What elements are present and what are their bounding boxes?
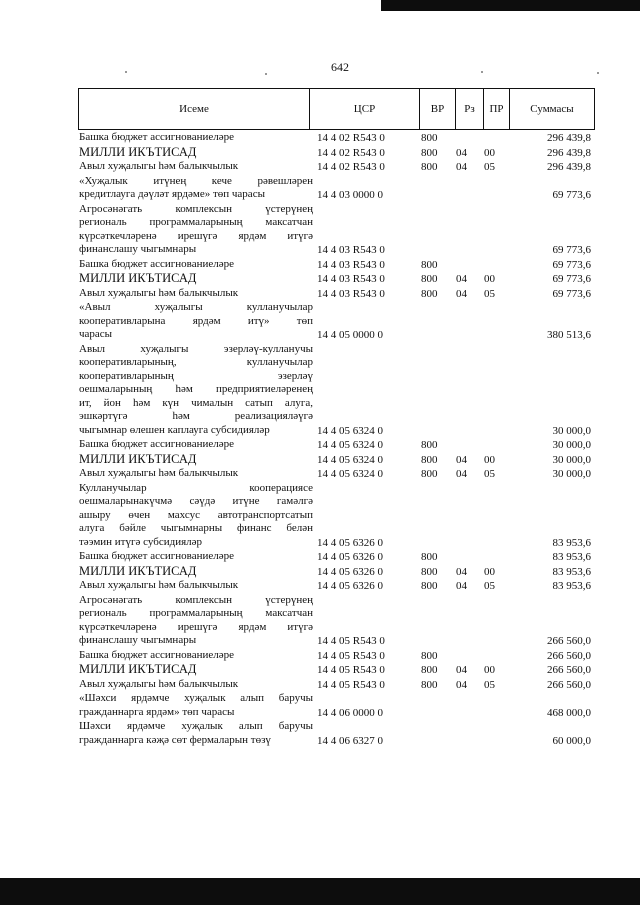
row-pr: 05 xyxy=(484,678,495,691)
row-name-line: күрсәткечләренә ирешүгә ярдәм итүгә xyxy=(79,620,313,633)
row-pr: 05 xyxy=(484,468,495,480)
row-csr: 14 4 05 6324 0 xyxy=(317,468,383,480)
row-vr: 800 xyxy=(421,468,438,480)
row-sum: 380 513,6 xyxy=(547,329,591,341)
row-csr: 14 4 05 R543 0 xyxy=(317,635,385,647)
table-row xyxy=(79,175,591,203)
row-vr: 800 xyxy=(421,453,438,466)
row-name xyxy=(79,720,313,748)
table-row xyxy=(79,692,591,720)
row-name-line: финанслашу чыгымнары xyxy=(79,243,197,255)
row-name xyxy=(79,175,313,203)
scan-speck xyxy=(265,73,267,75)
row-name-line: Башка бюджет ассигнованиеләре xyxy=(79,550,234,562)
row-vr: 800 xyxy=(421,132,438,144)
row-rz: 04 xyxy=(456,664,467,676)
table-row xyxy=(79,146,591,161)
row-name xyxy=(79,146,313,161)
row-csr: 14 4 05 6324 0 xyxy=(317,453,383,466)
row-sum: 69 773,6 xyxy=(552,273,591,285)
row-name-line: гражданнарга ярдәм» төп чарасы xyxy=(79,705,235,718)
row-sum: 266 560,0 xyxy=(547,664,591,676)
table-row xyxy=(79,301,591,343)
table-body xyxy=(79,131,591,748)
row-csr: 14 4 02 R543 0 xyxy=(317,146,385,159)
row-vr: 800 xyxy=(421,273,438,285)
row-name-line: МИЛЛИ ИКЪТИСАД xyxy=(79,662,197,676)
table-row xyxy=(79,272,591,287)
scan-speck xyxy=(125,71,127,73)
row-rz: 04 xyxy=(456,161,467,173)
row-csr: 14 4 05 6324 0 xyxy=(317,439,383,451)
row-pr: 00 xyxy=(484,146,495,159)
row-name-line: Авыл хуҗалыгы эзерләү-кулланучы xyxy=(79,342,313,355)
row-name-line: Башка бюджет ассигнованиеләре xyxy=(79,257,234,270)
row-name-line: ашыру өчен махсус автотранспортсатып xyxy=(79,508,313,521)
table-row xyxy=(79,160,591,175)
row-csr: 14 4 06 0000 0 xyxy=(317,706,383,719)
scan-edge-top xyxy=(381,0,640,11)
row-name-line: чарасы xyxy=(79,328,113,340)
row-name-line: Авыл хуҗалыгы һәм балыкчылык xyxy=(79,286,239,299)
row-name-line: «Шәхси ярдәмче хуҗалык алып баручы xyxy=(79,692,313,704)
row-name xyxy=(79,565,313,580)
scan-speck xyxy=(481,71,483,73)
row-name-line: оешмаларының һәм предприятиеләренең xyxy=(79,383,313,395)
row-csr: 14 4 05 R543 0 xyxy=(317,649,385,662)
row-vr: 800 xyxy=(421,287,438,300)
row-name xyxy=(79,272,313,287)
row-name xyxy=(79,438,313,453)
row-csr: 14 4 06 6327 0 xyxy=(317,734,383,747)
row-name-line: финанслашу чыгымнары xyxy=(79,634,197,646)
header-sum: Суммасы xyxy=(530,103,574,115)
table-row xyxy=(79,579,591,594)
row-name xyxy=(79,579,313,594)
row-name-line: Авыл хуҗалыгы һәм балыкчылык xyxy=(79,160,239,172)
header-vr: ВР xyxy=(420,89,456,129)
row-name-line: Башка бюджет ассигнованиеләре xyxy=(79,438,234,450)
row-name-line: Агросәнәгать комплексын үстерүнең xyxy=(79,202,313,215)
row-sum: 30 000,0 xyxy=(552,424,591,437)
row-csr: 14 4 05 6324 0 xyxy=(317,424,383,437)
row-vr: 800 xyxy=(421,551,438,563)
row-csr: 14 4 05 6326 0 xyxy=(317,551,383,563)
row-csr: 14 4 05 R543 0 xyxy=(317,678,385,691)
row-name-line: Агросәнәгать комплексын үстерүнең xyxy=(79,593,313,606)
row-name xyxy=(79,663,313,678)
table-header xyxy=(78,88,595,130)
row-sum: 83 953,6 xyxy=(552,565,591,578)
row-pr: 05 xyxy=(484,580,495,592)
row-name-line: Авыл хуҗалыгы һәм балыкчылык xyxy=(79,677,239,690)
row-vr: 800 xyxy=(421,678,438,691)
row-name-line: чыгымнар өлешен каплауга субсидияләр xyxy=(79,423,270,436)
row-name-line: кооперативларының эзерләү xyxy=(79,369,313,382)
table-row xyxy=(79,550,591,565)
row-csr: 14 4 03 0000 0 xyxy=(317,189,383,201)
header-pr: ПР xyxy=(484,89,510,129)
row-vr: 800 xyxy=(421,258,438,271)
row-sum: 69 773,6 xyxy=(552,287,591,300)
row-sum: 60 000,0 xyxy=(552,734,591,747)
table-row xyxy=(79,438,591,453)
table-row xyxy=(79,678,591,693)
row-sum: 296 439,8 xyxy=(547,132,591,144)
table-row xyxy=(79,343,591,439)
table-row xyxy=(79,131,591,146)
table-row xyxy=(79,663,591,678)
row-csr: 14 4 05 0000 0 xyxy=(317,329,383,341)
row-vr: 800 xyxy=(421,664,438,676)
row-name-line: МИЛЛИ ИКЪТИСАД xyxy=(79,271,197,285)
header-rz: Рз xyxy=(456,89,484,129)
row-rz: 04 xyxy=(456,565,467,578)
row-name xyxy=(79,678,313,693)
table-row xyxy=(79,203,591,258)
table-row xyxy=(79,649,591,664)
table-row xyxy=(79,287,591,302)
row-sum: 83 953,6 xyxy=(552,536,591,549)
row-name xyxy=(79,550,313,565)
row-name-line: Башка бюджет ассигнованиеләре xyxy=(79,131,234,143)
scan-edge-bottom xyxy=(0,878,640,905)
table-row xyxy=(79,594,591,649)
row-name-line: Шәхси ярдәмче хуҗалык алып баручы xyxy=(79,720,313,732)
row-name xyxy=(79,203,313,258)
row-rz: 04 xyxy=(456,453,467,466)
row-pr: 00 xyxy=(484,453,495,466)
row-vr: 800 xyxy=(421,146,438,159)
scan-speck xyxy=(597,72,599,74)
row-name-line: региональ программаларының максатчан xyxy=(79,216,313,228)
row-name xyxy=(79,160,313,175)
row-pr: 05 xyxy=(484,161,495,173)
table-row xyxy=(79,482,591,551)
table-row xyxy=(79,467,591,482)
row-name-line: Авыл хуҗалыгы һәм балыкчылык xyxy=(79,467,239,479)
row-name xyxy=(79,301,313,343)
row-name-line: Кулланучылар кооперациясе xyxy=(79,481,313,494)
row-sum: 83 953,6 xyxy=(552,551,591,563)
row-sum: 30 000,0 xyxy=(552,468,591,480)
row-pr: 00 xyxy=(484,565,495,578)
row-name xyxy=(79,453,313,468)
row-name-line: тәэмин итүгә субсидияләр xyxy=(79,535,203,548)
row-pr: 00 xyxy=(484,273,495,285)
row-csr: 14 4 05 6326 0 xyxy=(317,580,383,592)
table-row xyxy=(79,453,591,468)
row-name-line: МИЛЛИ ИКЪТИСАД xyxy=(79,451,197,466)
header-csr: ЦСР xyxy=(310,89,420,129)
row-name-line: алуга бәйле чыгымнарны финанс белән xyxy=(79,522,313,534)
row-pr: 00 xyxy=(484,664,495,676)
row-sum: 266 560,0 xyxy=(547,635,591,647)
row-vr: 800 xyxy=(421,565,438,578)
row-csr: 14 4 03 R543 0 xyxy=(317,258,385,271)
row-sum: 266 560,0 xyxy=(547,649,591,662)
row-name xyxy=(79,287,313,302)
row-sum: 296 439,8 xyxy=(547,161,591,173)
row-sum: 30 000,0 xyxy=(552,439,591,451)
row-name xyxy=(79,594,313,649)
row-name xyxy=(79,649,313,664)
row-name-line: «Авыл хуҗалыгы кулланучылар xyxy=(79,301,313,313)
header-name: Исеме xyxy=(79,89,310,129)
row-sum: 468 000,0 xyxy=(547,706,591,719)
page-number: 642 xyxy=(331,60,349,74)
row-rz: 04 xyxy=(456,273,467,285)
row-csr: 14 4 03 R543 0 xyxy=(317,244,385,256)
row-rz: 04 xyxy=(456,678,467,691)
row-name-line: МИЛЛИ ИКЪТИСАД xyxy=(79,144,197,159)
row-name xyxy=(79,258,313,273)
table-row xyxy=(79,720,591,748)
row-csr: 14 4 03 R543 0 xyxy=(317,273,385,285)
row-vr: 800 xyxy=(421,649,438,662)
row-csr: 14 4 02 R543 0 xyxy=(317,132,385,144)
row-name-line: кооперативларының, кулланучылар xyxy=(79,356,313,368)
table-row xyxy=(79,258,591,273)
row-name-line: күрсәткечләренә ирешүгә ярдәм итүгә xyxy=(79,229,313,242)
row-csr: 14 4 05 6326 0 xyxy=(317,536,383,549)
row-name-line: оешмаларынакүчмә сәүдә итүне гамәлгә xyxy=(79,495,313,507)
row-sum: 266 560,0 xyxy=(547,678,591,691)
row-csr: 14 4 05 6326 0 xyxy=(317,565,383,578)
row-pr: 05 xyxy=(484,287,495,300)
row-name-line: эшкәртүгә һәм реализацияләүгә xyxy=(79,410,313,422)
row-sum: 296 439,8 xyxy=(547,146,591,159)
row-name xyxy=(79,343,313,439)
row-vr: 800 xyxy=(421,439,438,451)
row-name xyxy=(79,482,313,551)
table-row xyxy=(79,565,591,580)
row-name-line: Башка бюджет ассигнованиеләре xyxy=(79,648,234,661)
row-name-line: региональ программаларының максатчан xyxy=(79,607,313,619)
row-name xyxy=(79,692,313,720)
row-rz: 04 xyxy=(456,580,467,592)
row-rz: 04 xyxy=(456,287,467,300)
row-name-line: кооперативларына ярдәм итү» төп xyxy=(79,314,313,327)
row-sum: 30 000,0 xyxy=(552,453,591,466)
row-rz: 04 xyxy=(456,146,467,159)
row-sum: 83 953,6 xyxy=(552,580,591,592)
row-sum: 69 773,6 xyxy=(552,244,591,256)
row-vr: 800 xyxy=(421,161,438,173)
row-name-line: гражданнарга кәҗә сөт фермаларын төзү xyxy=(79,733,271,746)
row-rz: 04 xyxy=(456,468,467,480)
row-name-line: «Хуҗалык итүнең кече рәвешләрен xyxy=(79,174,313,187)
row-name-line: Авыл хуҗалыгы һәм балыкчылык xyxy=(79,579,239,591)
row-sum: 69 773,6 xyxy=(552,258,591,271)
row-name xyxy=(79,467,313,482)
row-name-line: МИЛЛИ ИКЪТИСАД xyxy=(79,563,197,578)
row-csr: 14 4 02 R543 0 xyxy=(317,161,385,173)
row-name-line: кредитлауга дәүләт ярдәме» төп чарасы xyxy=(79,188,265,200)
row-csr: 14 4 03 R543 0 xyxy=(317,287,385,300)
row-sum: 69 773,6 xyxy=(552,189,591,201)
row-name-line: ит, йон һәм күн чималын сатып алуга, xyxy=(79,396,313,409)
row-name xyxy=(79,131,313,146)
row-vr: 800 xyxy=(421,580,438,592)
row-csr: 14 4 05 R543 0 xyxy=(317,664,385,676)
